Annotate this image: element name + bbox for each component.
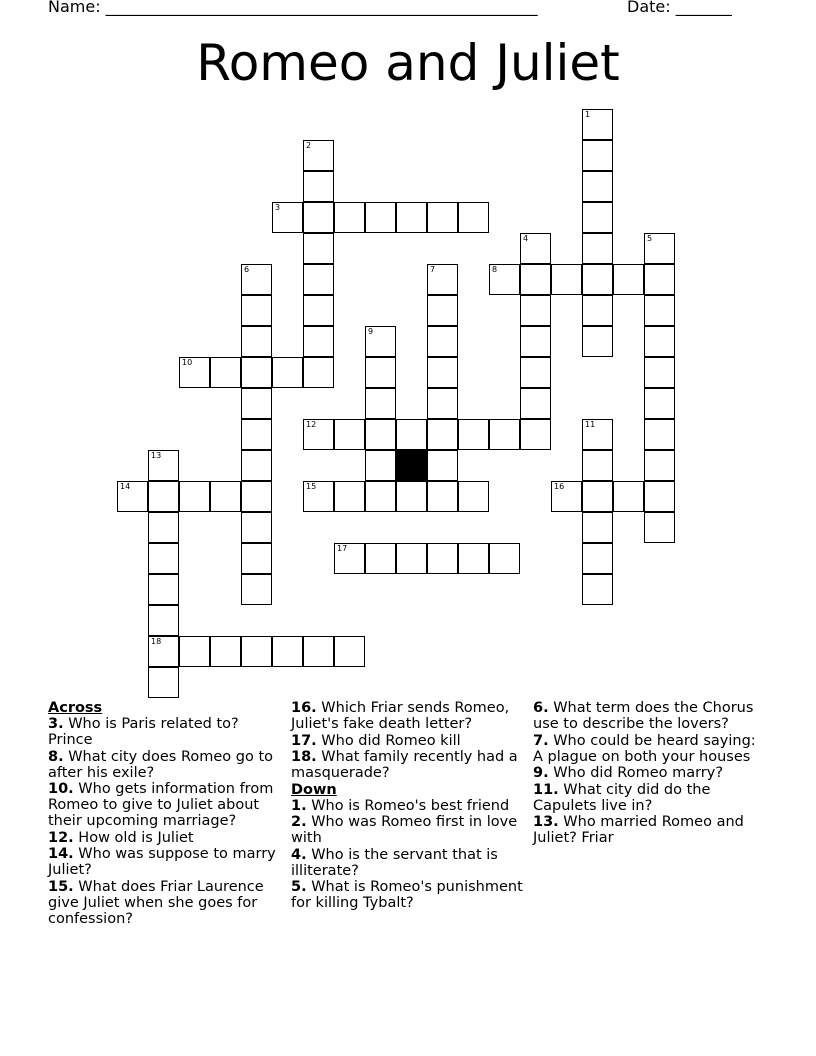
grid-cell[interactable] [396,481,427,512]
clue-item-number: 6. [533,700,549,716]
grid-cell[interactable] [644,326,675,357]
grid-cell[interactable] [427,481,458,512]
clue-item [291,814,523,846]
grid-cell[interactable] [520,357,551,388]
clue-number: 5 [647,234,653,243]
clue-item [533,765,765,781]
grid-cell[interactable] [582,295,613,326]
grid-cell[interactable] [396,419,427,450]
clue-item [48,716,280,748]
grid-cell[interactable] [303,326,334,357]
clue-item-text: Who was suppose to marry Juliet? [48,846,276,878]
grid-cell[interactable] [241,264,272,295]
clue-item [533,700,765,732]
clue-item-number: 15. [48,878,74,895]
grid-cell[interactable] [458,419,489,450]
grid-cell[interactable] [644,295,675,326]
grid-block [396,450,427,481]
page-title: Romeo and Juliet [196,34,620,92]
grid-cell[interactable] [303,264,334,295]
grid-cell[interactable] [613,481,644,512]
grid-cell[interactable] [582,171,613,202]
grid-cell[interactable] [582,233,613,264]
clue-item [291,879,523,911]
grid-cell[interactable] [241,295,272,326]
grid-cell[interactable] [644,481,675,512]
grid-cell[interactable] [241,481,272,512]
clue-number: 9 [368,327,374,336]
grid-cell[interactable] [520,388,551,419]
clue-item [533,814,765,846]
clue-number: 3 [275,203,281,212]
clue-number: 17 [337,544,348,553]
grid-cell[interactable] [365,326,396,357]
grid-cell[interactable] [396,202,427,233]
clue-item-text: What is Romeo's punishment for killing Tybalt? [291,879,523,911]
grid-cell[interactable] [148,605,179,636]
grid-cell[interactable] [148,512,179,543]
clue-item-number: 8. [48,748,64,765]
grid-cell[interactable] [582,202,613,233]
grid-cell[interactable] [520,295,551,326]
grid-cell[interactable] [241,326,272,357]
clue-item [291,749,523,781]
grid-cell[interactable] [427,543,458,574]
clue-number: 6 [244,265,250,274]
grid-cell[interactable] [303,140,334,171]
grid-cell[interactable] [427,202,458,233]
date-field[interactable]: Date: _______ [627,0,732,16]
clue-item [48,830,280,846]
across-clues-list-continued [291,700,523,781]
grid-cell[interactable] [303,202,334,233]
grid-cell[interactable] [365,202,396,233]
grid-cell[interactable] [644,388,675,419]
clue-item-number: 14. [48,846,74,862]
grid-cell[interactable] [148,481,179,512]
grid-cell[interactable] [365,419,396,450]
grid-cell[interactable] [241,636,272,667]
grid-cell[interactable] [334,202,365,233]
grid-cell[interactable] [582,140,613,171]
clue-item-text: What family recently had a masquerade? [291,749,518,781]
grid-cell[interactable] [582,543,613,574]
grid-cell[interactable] [458,543,489,574]
grid-cell[interactable] [551,481,582,512]
grid-cell[interactable] [551,264,582,295]
grid-cell[interactable] [241,357,272,388]
grid-cell[interactable] [303,171,334,202]
clue-item-text: What does Friar Laurence give Juliet when she goes for confession? [48,878,264,927]
grid-cell[interactable] [117,481,148,512]
clue-number: 12 [306,420,317,429]
clue-item-text: Who was Romeo first in love with [291,814,518,846]
clue-number: 1 [585,110,591,119]
grid-cell[interactable] [210,357,241,388]
clue-number: 15 [306,482,317,491]
clue-item [291,847,523,879]
across-clues-list [48,716,280,927]
grid-cell[interactable] [644,450,675,481]
grid-cell[interactable] [148,636,179,667]
grid-cell[interactable] [489,264,520,295]
grid-cell[interactable] [365,388,396,419]
grid-cell[interactable] [644,233,675,264]
clue-column-2 [291,700,523,912]
grid-cell[interactable] [427,264,458,295]
grid-cell[interactable] [272,202,303,233]
grid-cell[interactable] [334,419,365,450]
clue-item-number: 16. [291,700,317,716]
clue-item-text: How old is Juliet [73,829,194,846]
clue-item-text: Who is Romeo's best friend [306,797,510,814]
clue-item [48,879,280,927]
grid-cell[interactable] [148,450,179,481]
clue-item-text: Which Friar sends Romeo, Juliet's fake death letter? [291,700,510,732]
down-clues-list [291,798,523,912]
grid-cell[interactable] [582,450,613,481]
grid-cell[interactable] [179,636,210,667]
grid-cell[interactable] [148,667,179,698]
clue-number: 13 [151,451,162,460]
grid-cell[interactable] [520,233,551,264]
grid-cell[interactable] [427,295,458,326]
grid-cell[interactable] [520,326,551,357]
grid-cell[interactable] [582,512,613,543]
grid-cell[interactable] [210,481,241,512]
grid-cell[interactable] [489,543,520,574]
grid-cell[interactable] [582,481,613,512]
grid-cell[interactable] [365,450,396,481]
clue-item-text: What city did do the Capulets live in? [533,781,711,814]
grid-cell[interactable] [303,295,334,326]
across-heading: Across [48,700,103,716]
grid-cell[interactable] [241,419,272,450]
grid-cell[interactable] [458,202,489,233]
grid-cell[interactable] [644,264,675,295]
grid-cell[interactable] [303,419,334,450]
clue-item [291,700,523,732]
clue-number: 11 [585,420,596,429]
grid-cell[interactable] [272,357,303,388]
clue-number: 18 [151,637,162,646]
clue-column-1 [48,700,280,927]
down-heading: Down [291,781,337,798]
clue-item-number: 11. [533,781,559,798]
grid-cell[interactable] [582,419,613,450]
grid-cell[interactable] [427,326,458,357]
grid-cell[interactable] [334,481,365,512]
clue-item-number: 18. [291,749,317,765]
grid-cell[interactable] [241,543,272,574]
grid-cell[interactable] [644,512,675,543]
grid-cell[interactable] [365,357,396,388]
down-clues-list-continued [533,700,765,846]
clue-column-3 [533,700,765,847]
grid-cell[interactable] [334,636,365,667]
grid-cell[interactable] [334,543,365,574]
clue-item-text: What term does the Chorus use to describe the lovers? [533,700,754,732]
grid-cell[interactable] [582,574,613,605]
grid-cell[interactable] [520,419,551,450]
grid-cell[interactable] [520,264,551,295]
clue-number: 16 [554,482,565,491]
grid-cell[interactable] [644,419,675,450]
clue-item-number: 12. [48,829,74,846]
grid-cell[interactable] [489,419,520,450]
grid-cell[interactable] [241,574,272,605]
grid-cell[interactable] [210,636,241,667]
grid-cell[interactable] [241,450,272,481]
grid-cell[interactable] [427,419,458,450]
clue-item-text: Who gets information from Romeo to give to Juliet about their upcoming marriage? [48,781,274,829]
clue-item-number: 3. [48,716,64,732]
clue-item-text: Who did Romeo kill [316,732,461,749]
grid-cell[interactable] [365,543,396,574]
clue-number: 14 [120,482,131,491]
grid-cell[interactable] [644,357,675,388]
grid-cell[interactable] [582,326,613,357]
grid-cell[interactable] [613,264,644,295]
grid-cell[interactable] [427,357,458,388]
grid-cell[interactable] [396,543,427,574]
clue-item-text: Who is the servant that is illiterate? [291,846,498,879]
grid-cell[interactable] [427,450,458,481]
grid-cell[interactable] [179,357,210,388]
clue-item-number: 13. [533,814,559,830]
clue-item-text: Who did Romeo marry? [548,765,724,781]
clue-item-number: 4. [291,846,307,863]
clue-number: 7 [430,265,436,274]
grid-cell[interactable] [272,636,303,667]
clue-number: 8 [492,265,498,274]
clue-item-text: Who could be heard saying: A plague on both your houses [533,732,756,765]
clue-item-number: 10. [48,781,74,797]
grid-cell[interactable] [241,388,272,419]
clue-number: 2 [306,141,312,150]
grid-cell[interactable] [458,481,489,512]
name-field[interactable]: Name: ______________________________________________________ [48,0,538,16]
clue-number: 4 [523,234,529,243]
clue-item-text: Who married Romeo and Juliet? Friar [533,814,744,846]
clue-item-number: 7. [533,732,549,749]
grid-cell[interactable] [582,109,613,140]
clue-item [48,749,280,781]
clue-item [291,798,523,814]
clue-item-number: 9. [533,765,549,781]
grid-cell[interactable] [303,636,334,667]
clue-item [48,846,280,878]
clue-item-text: Who is Paris related to? Prince [48,716,239,748]
grid-cell[interactable] [303,233,334,264]
grid-cell[interactable] [427,388,458,419]
clue-item-number: 5. [291,879,307,895]
clue-item-number: 2. [291,814,307,830]
grid-cell[interactable] [365,481,396,512]
clue-item-number: 1. [291,797,307,814]
grid-cell[interactable] [179,481,210,512]
grid-cell[interactable] [582,264,613,295]
grid-cell[interactable] [303,357,334,388]
clue-item [291,733,523,749]
grid-cell[interactable] [148,543,179,574]
clue-item [533,733,765,765]
grid-cell[interactable] [148,574,179,605]
clue-item [48,781,280,829]
clue-number: 10 [182,358,193,367]
grid-cell[interactable] [303,481,334,512]
clue-item-number: 17. [291,732,317,749]
clue-item-text: What city does Romeo go to after his exile? [48,748,274,781]
grid-cell[interactable] [241,512,272,543]
clue-item [533,782,765,814]
